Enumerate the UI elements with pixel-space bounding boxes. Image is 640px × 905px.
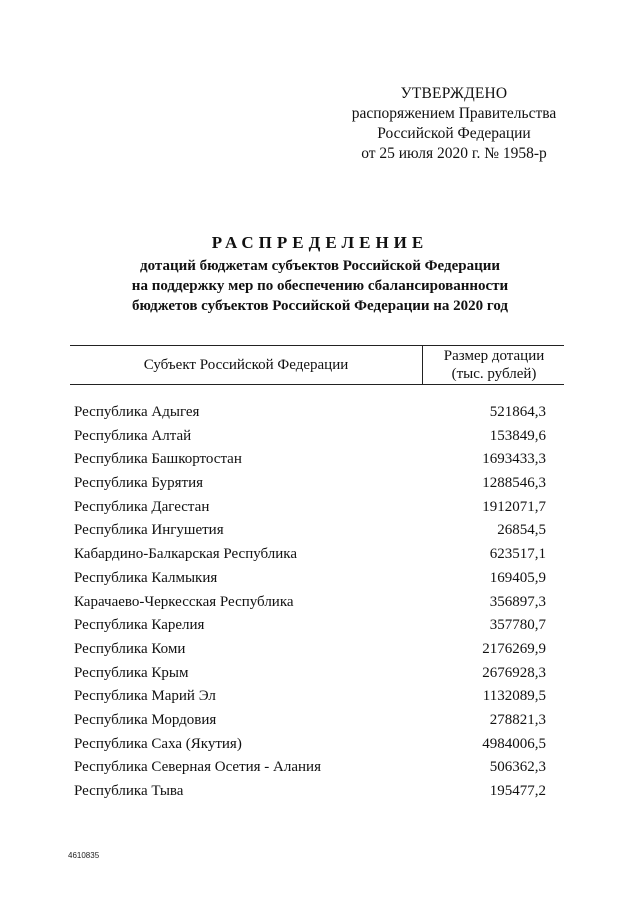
subsidy-amount: 623517,1: [489, 546, 546, 563]
region-name: Республика Дагестан: [74, 498, 210, 515]
region-name: Карачаево-Черкесская Республика: [74, 593, 294, 610]
region-name: Республика Коми: [74, 640, 186, 657]
subsidy-amount: 1912071,7: [482, 498, 546, 515]
table-row: [70, 756, 564, 780]
subsidy-amount: 1693433,3: [482, 451, 546, 468]
approval-block: [330, 84, 578, 164]
document-subtitle-line-1: дотаций бюджетам субъектов Российской Федерации: [140, 258, 500, 274]
table-header: [70, 345, 564, 385]
table-row: [70, 401, 564, 425]
region-name: Республика Башкортостан: [74, 451, 242, 468]
subsidy-amount: 521864,3: [489, 404, 546, 420]
region-name: Республика Тыва: [74, 783, 184, 799]
table-row: [70, 567, 564, 591]
subsidy-amount: 357780,7: [489, 617, 546, 634]
region-name: Республика Калмыкия: [74, 569, 218, 586]
region-name: Республика Адыгея: [74, 404, 200, 420]
approval-heading: УТВЕРЖДЕНО: [400, 85, 508, 102]
subsidy-amount: 1132089,5: [482, 688, 546, 705]
document-subtitle-line-2: на поддержку мер по обеспечению сбалансированности: [131, 278, 509, 294]
document-title-block: [60, 232, 580, 316]
column-header-amount: [422, 346, 565, 384]
table-row: [70, 519, 564, 543]
table-row: [70, 638, 564, 662]
table-row: [70, 733, 564, 757]
table-row: [70, 662, 564, 686]
table-row: [70, 496, 564, 520]
region-name: Республика Саха (Якутия): [74, 735, 242, 752]
table-row: [70, 614, 564, 638]
subsidy-amount: 153849,6: [489, 427, 546, 444]
subsidy-amount: 278821,3: [489, 711, 546, 728]
approval-line-2: Российской Федерации: [377, 125, 531, 142]
table-row: [70, 709, 564, 733]
column-header-amount-line-2: (тыс. рублей): [451, 366, 537, 382]
document-title: РАСПРЕДЕЛЕНИЕ: [211, 233, 429, 252]
region-name: Республика Марий Эл: [74, 688, 216, 705]
subsidy-table: [70, 345, 564, 804]
column-header-region: Субъект Российской Федерации: [143, 356, 349, 373]
subsidy-amount: 2676928,3: [482, 664, 546, 681]
region-name: Республика Бурятия: [74, 475, 204, 492]
table-row: [70, 448, 564, 472]
region-name: Республика Карелия: [74, 617, 205, 634]
region-name: Республика Мордовия: [74, 711, 217, 728]
subsidy-amount: 26854,5: [497, 522, 546, 539]
table-row: [70, 685, 564, 709]
table-row: [70, 591, 564, 615]
approval-line-3: от 25 июля 2020 г. № 1958-р: [361, 145, 547, 162]
region-name: Республика Алтай: [74, 427, 192, 444]
region-name: Республика Крым: [74, 664, 189, 681]
document-code: 4610835: [68, 851, 100, 860]
region-name: Кабардино-Балкарская Республика: [74, 546, 298, 563]
column-header-amount-line-1: Размер дотации: [443, 348, 545, 364]
table-row: [70, 543, 564, 567]
table-row: [70, 425, 564, 449]
subsidy-amount: 169405,9: [489, 569, 546, 586]
region-name: Республика Ингушетия: [74, 522, 224, 539]
subsidy-amount: 356897,3: [489, 593, 546, 610]
subsidy-amount: 1288546,3: [482, 475, 546, 492]
subsidy-amount: 4984006,5: [482, 735, 546, 752]
approval-line-1: распоряжением Правительства: [351, 105, 557, 122]
subsidy-amount: 195477,2: [489, 783, 546, 799]
table-body: [70, 401, 564, 804]
table-row: [70, 780, 564, 804]
table-row: [70, 472, 564, 496]
document-subtitle-line-3: бюджетов субъектов Российской Федерации на 2020 год: [132, 298, 508, 314]
subsidy-amount: 2176269,9: [482, 640, 546, 657]
region-name: Республика Северная Осетия - Алания: [74, 759, 321, 776]
subsidy-amount: 506362,3: [489, 759, 546, 776]
